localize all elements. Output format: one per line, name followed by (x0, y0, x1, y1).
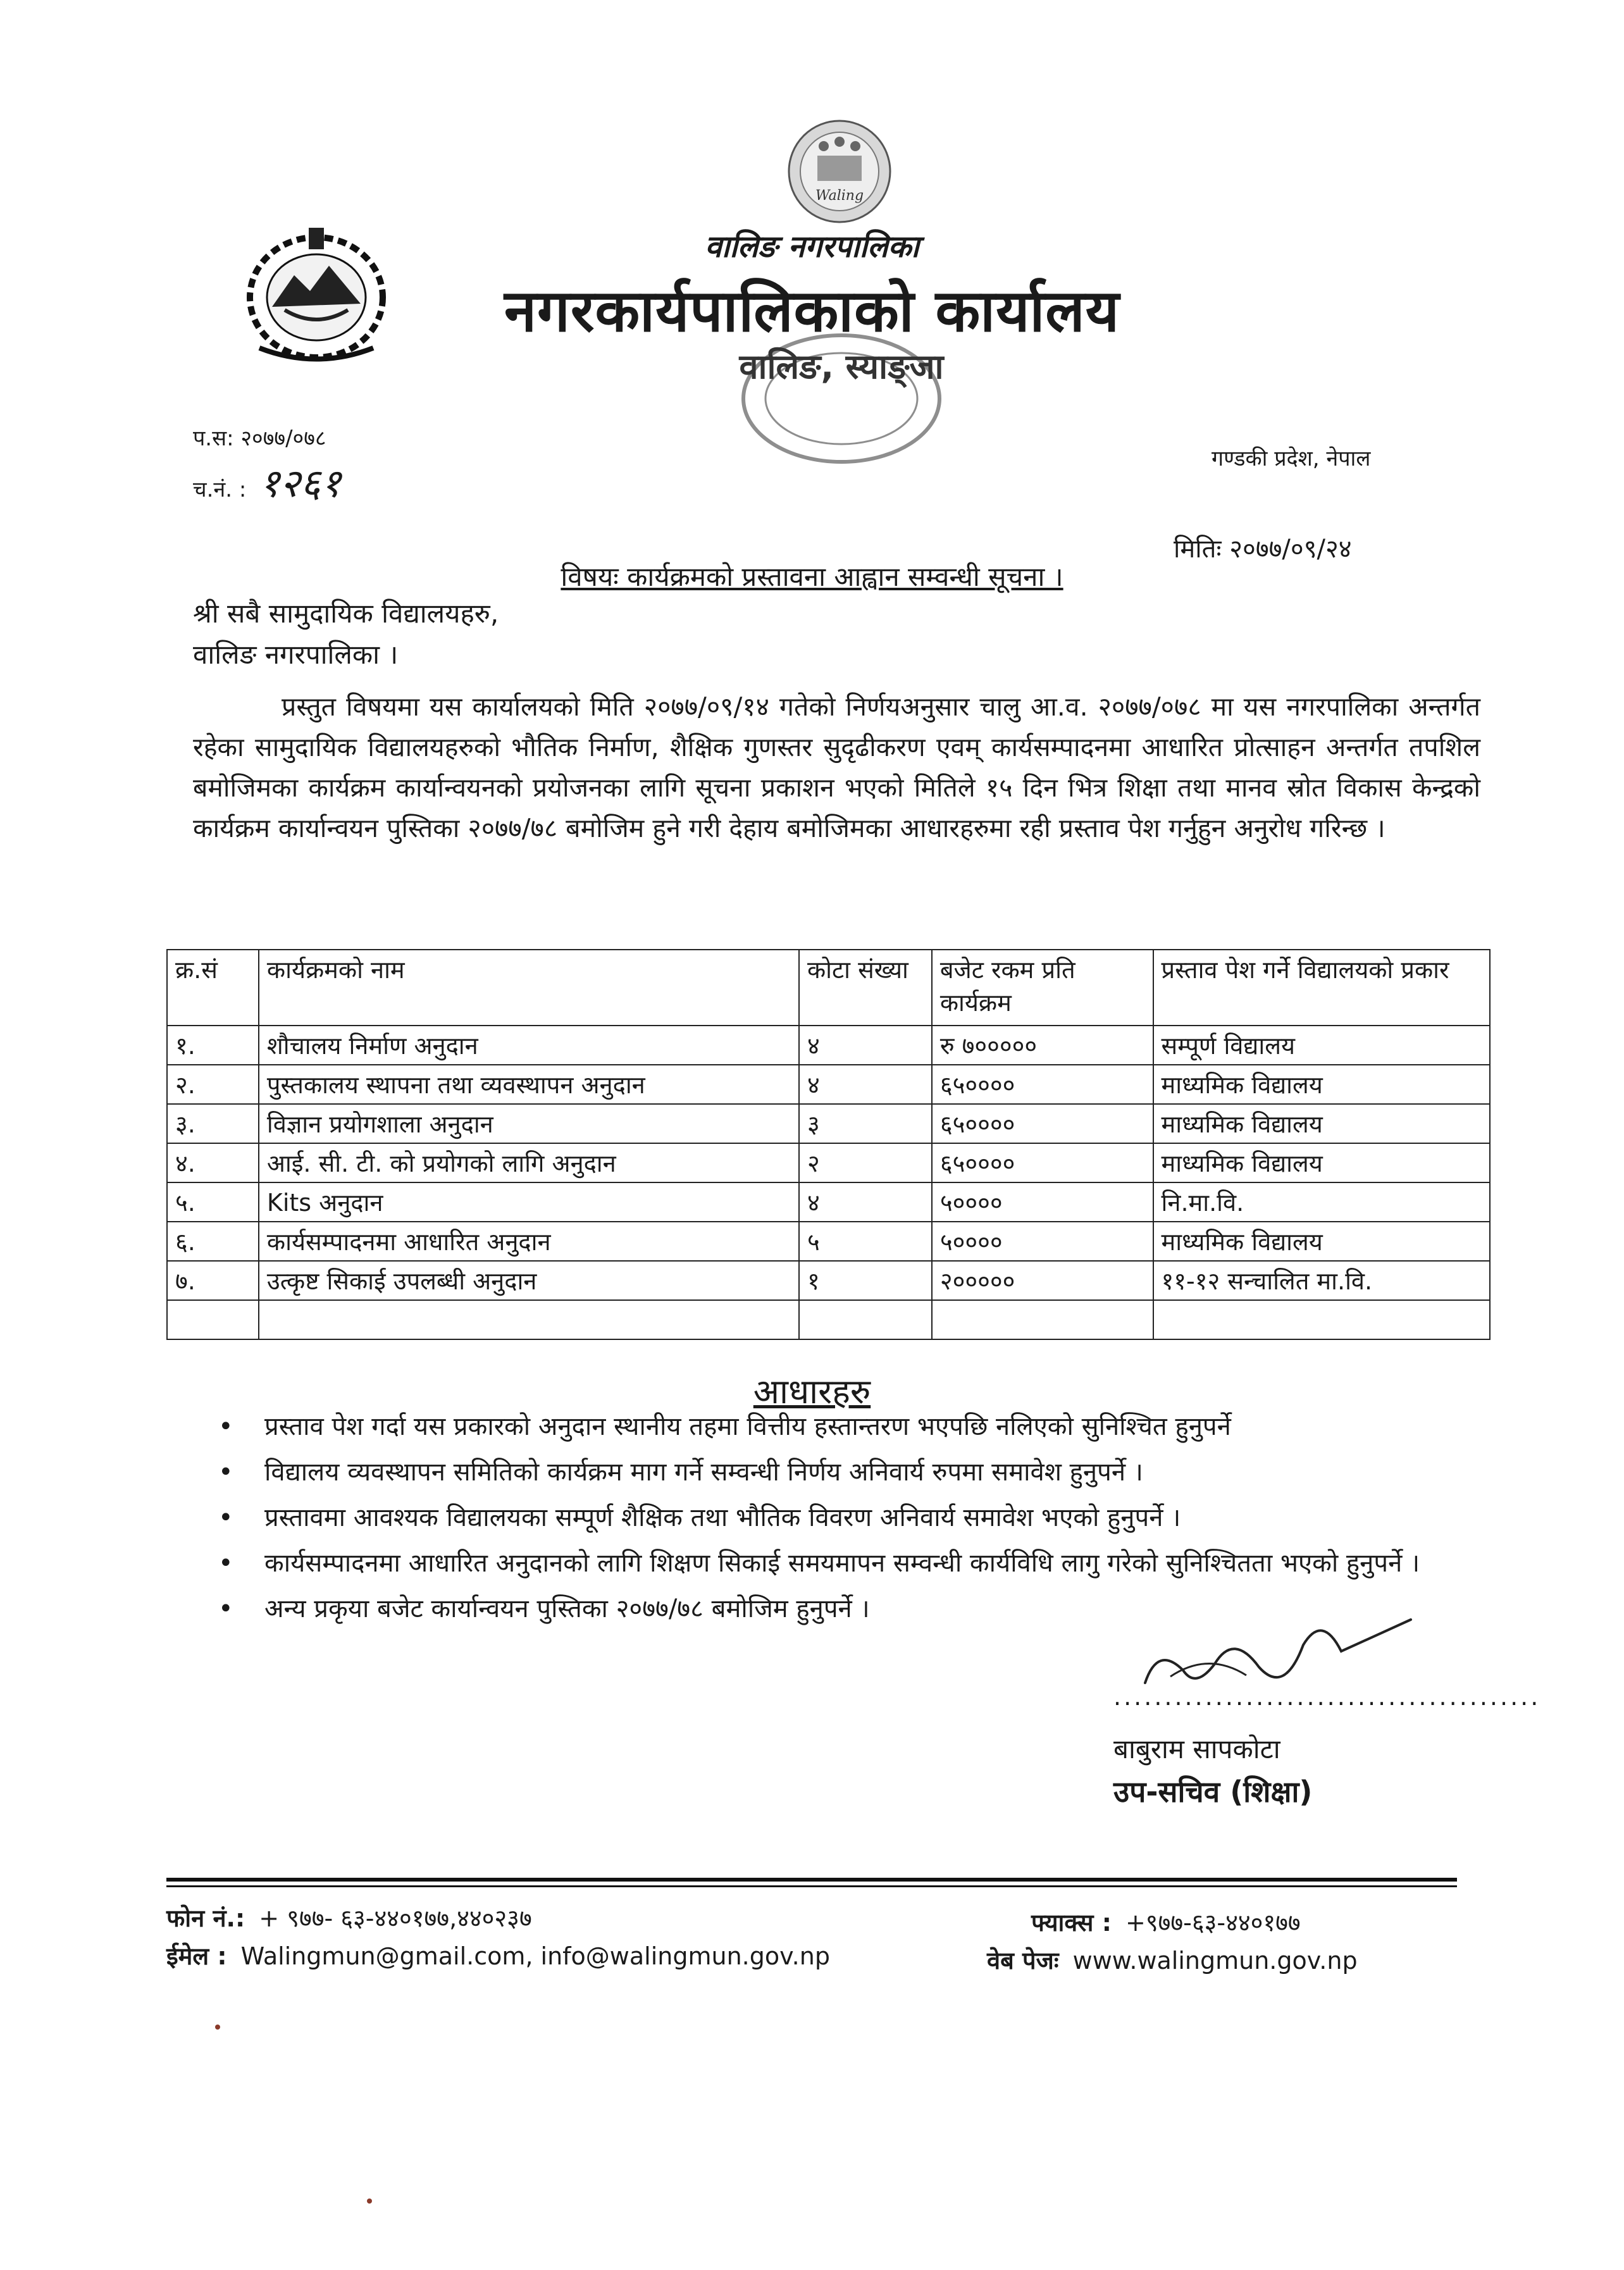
cell-budget: २००००० (932, 1261, 1153, 1300)
web-label: वेब पेजः (987, 1947, 1059, 1975)
cell-program: शौचालय निर्माण अनुदान (259, 1026, 799, 1065)
municipality-logo (779, 118, 900, 225)
fax-row (1031, 1906, 1301, 1938)
cell-quota: ३ (799, 1104, 932, 1143)
email-address[interactable]: Walingmun@gmail.com, info@walingmun.gov.np (240, 1942, 830, 1970)
cell-program: उत्कृष्ट सिकाई उपलब्धी अनुदान (259, 1261, 799, 1300)
cell-serial: १. (167, 1026, 259, 1065)
cell-school-type: सम्पूर्ण विद्यालय (1153, 1026, 1490, 1065)
list-item: • कार्यसम्पादनमा आधारित अनुदानको लागि शिक्षण सिकाई समयमापन सम्वन्धी कार्यविधि लागु गरेको सुनिश्चितता भएको हुनुपर्ने । (215, 1544, 1480, 1582)
cell-serial: २. (167, 1065, 259, 1104)
fax-label: फ्याक्स : (1031, 1909, 1112, 1937)
cell-budget: ६५०००० (932, 1143, 1153, 1182)
cell-quota (799, 1300, 932, 1339)
cell-school-type: माध्यमिक विद्यालय (1153, 1065, 1490, 1104)
cell-program: Kits अनुदान (259, 1182, 799, 1222)
cell-budget: ५०००० (932, 1222, 1153, 1261)
phone-label: फोन नं.: (166, 1904, 245, 1932)
municipality-name: वालिङ नगरपालिका (705, 229, 919, 264)
dispatch-number-label: च.नं. : (193, 477, 247, 502)
cell-school-type: माध्यमिक विद्यालय (1153, 1143, 1490, 1182)
cell-program: आई. सी. टी. को प्रयोगको लागि अनुदान (259, 1143, 799, 1182)
cell-quota: ४ (799, 1065, 932, 1104)
cell-school-type: ११-१२ सन्चालित मा.वि. (1153, 1261, 1490, 1300)
web-row (987, 1944, 1358, 1976)
ref-year: प.स: २०७७/०७८ (193, 426, 326, 451)
cell-quota: ४ (799, 1026, 932, 1065)
cell-school-type: माध्यमिक विद्यालय (1153, 1222, 1490, 1261)
office-title: नगरकार्यपालिकाको कार्यालय (504, 277, 1120, 345)
list-item: • प्रस्ताव पेश गर्दा यस प्रकारको अनुदान स्थानीय तहमा वित्तीय हस्तान्तरण भएपछि नलिएको सुनिश्चित हुनुपर्ने (215, 1408, 1480, 1446)
table-row-empty (167, 1300, 1490, 1339)
signatory-name: बाबुराम सापकोटा (1113, 1734, 1280, 1765)
body-paragraph: प्रस्तुत विषयमा यस कार्यालयको मिति २०७७/०९/१४ गतेको निर्णयअनुसार चालु आ.व. २०७७/०७८ मा यस नगरपालिका अन्तर्गत रहेका सामुदायिक विद्यालयहरुको भौतिक निर्माण, शैक्षिक गुणस्तर सुदृढीकरण एवम् कार्यसम्पादनमा आधारित प्रोत्साहन अन्तर्गत तपशिल बमोजिमका कार्यक्रम कार्यान्वयनको प्रयोजनका लागि सूचना प्रकाशन भएको मितिले १५ दिन भित्र शिक्षा तथा मानव स्रोत विकास केन्द्रको कार्यक्रम कार्यान्वयन पुस्तिका २०७७/७८ बमोजिम हुने गरी देहाय बमोजिमका आधारहरुमा रही प्रस्ताव पेश गर्नुहुन अनुरोध गरिन्छ । (193, 692, 1480, 843)
table-row (167, 1182, 1490, 1222)
cell-budget: ६५०००० (932, 1104, 1153, 1143)
cell-quota: २ (799, 1143, 932, 1182)
addressee-line-2: वालिङ नगरपालिका । (193, 639, 399, 670)
cell-serial: ७. (167, 1261, 259, 1300)
cell-program (259, 1300, 799, 1339)
cell-budget (932, 1300, 1153, 1339)
email-row (166, 1939, 830, 1972)
table-row (167, 1065, 1490, 1104)
subject-text: विषयः कार्यक्रमको प्रस्तावना आह्वान सम्वन्धी सूचना । (561, 561, 1063, 592)
cell-serial (167, 1300, 259, 1339)
program-table (166, 949, 1491, 1340)
signatory-title: उप-सचिव (शिक्षा) (1113, 1775, 1313, 1809)
cell-serial: ५. (167, 1182, 259, 1222)
cell-school-type: नि.मा.वि. (1153, 1182, 1490, 1222)
signature-line: .......................................... (1113, 1683, 1541, 1711)
table-row (167, 1026, 1490, 1065)
cell-serial: ४. (167, 1143, 259, 1182)
dispatch-number: १२६१ (259, 460, 342, 506)
header-quota: कोटा संख्या (799, 950, 932, 1026)
subject-line (0, 558, 1624, 594)
stamp-location: वालिङ, स्याङ्जा (739, 347, 944, 387)
email-label: ईमेल : (166, 1942, 227, 1970)
cell-school-type: माध्यमिक विद्यालय (1153, 1104, 1490, 1143)
cell-budget: ६५०००० (932, 1065, 1153, 1104)
cell-serial: ६. (167, 1222, 259, 1261)
header-serial: क्र.सं (167, 950, 259, 1026)
paper-speck (215, 2025, 220, 2030)
date-line: मितिः २०७७/०९/२४ (1174, 535, 1352, 564)
phone-row (166, 1901, 532, 1934)
cell-budget: ५०००० (932, 1182, 1153, 1222)
list-item: • अन्य प्रकृया बजेट कार्यान्वयन पुस्तिका २०७७/७८ बमोजिम हुनुपर्ने । (215, 1590, 1480, 1628)
list-item: • विद्यालय व्यवस्थापन समितिको कार्यक्रम माग गर्ने सम्वन्धी निर्णय अनिवार्य रुपमा समावेश हुनुपर्ने । (215, 1453, 1480, 1491)
table-row (167, 1222, 1490, 1261)
basis-list (215, 1408, 1480, 1635)
header-budget: बजेट रकम प्रति कार्यक्रम (932, 950, 1153, 1026)
table-row (167, 1143, 1490, 1182)
cell-program: विज्ञान प्रयोगशाला अनुदान (259, 1104, 799, 1143)
cell-serial: ३. (167, 1104, 259, 1143)
addressee-line-1: श्री सबै सामुदायिक विद्यालयहरु, (193, 598, 499, 629)
cell-school-type (1153, 1300, 1490, 1339)
dispatch-number-row (193, 456, 341, 509)
table-row (167, 1104, 1490, 1143)
paper-speck (367, 2199, 372, 2204)
cell-program: पुस्तकालय स्थापना तथा व्यवस्थापन अनुदान (259, 1065, 799, 1104)
cell-quota: ५ (799, 1222, 932, 1261)
fax-number: +९७७-६३-४४०१७७ (1125, 1909, 1301, 1937)
table-row (167, 1261, 1490, 1300)
cell-budget: रु ७००००० (932, 1026, 1153, 1065)
footer-divider (166, 1878, 1457, 1882)
cell-quota: १ (799, 1261, 932, 1300)
basis-title: आधारहरु (753, 1372, 871, 1411)
footer-divider-thin (166, 1885, 1457, 1887)
logo-text: Waling (815, 188, 864, 204)
province: गण्डकी प्रदेश, नेपाल (1212, 446, 1371, 471)
list-item: • प्रस्तावमा आवश्यक विद्यालयका सम्पूर्ण शैक्षिक तथा भौतिक विवरण अनिवार्य समावेश भएको हुनुपर्ने । (215, 1499, 1480, 1537)
web-address[interactable]: www.walingmun.gov.np (1072, 1947, 1358, 1975)
cell-program: कार्यसम्पादनमा आधारित अनुदान (259, 1222, 799, 1261)
table-header-row (167, 950, 1490, 1026)
header-program-name: कार्यक्रमको नाम (259, 950, 799, 1026)
header-school-type: प्रस्ताव पेश गर्ने विद्यालयको प्रकार (1153, 950, 1490, 1026)
phone-number: + ९७७- ६३-४४०१७७,४४०२३७ (259, 1904, 532, 1932)
cell-quota: ४ (799, 1182, 932, 1222)
